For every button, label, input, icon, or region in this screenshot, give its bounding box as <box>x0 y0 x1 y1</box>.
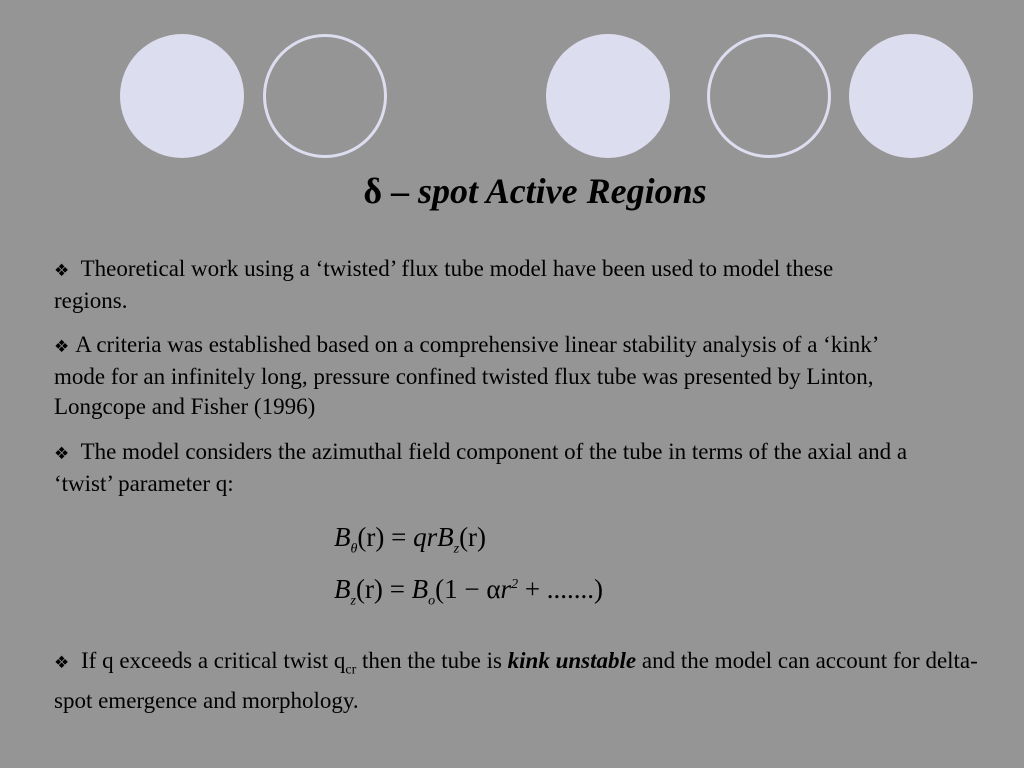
bullet-1 <box>54 254 894 316</box>
bullet-icon: ❖ <box>54 444 70 464</box>
kink-unstable-emphasis: kink unstable <box>507 648 637 673</box>
decor-circle-4 <box>707 34 831 158</box>
title-text: spot Active Regions <box>418 171 707 211</box>
equation-1: $B_\theta(r) = qrB_z(r)$ <box>334 522 487 557</box>
bullet-4: ❖ If q exceeds a critical twist $q_{cr}$ then the tube is kink unstable and the model can account for delta-spot emergence and morphology. <box>54 648 978 713</box>
title-symbol: δ – <box>363 171 419 211</box>
equation-2: $B_z(r) = B_o(1 - \alpha r^2$ + .......) <box>334 574 604 609</box>
bullet-3 <box>54 437 924 499</box>
bullet-2-text: A criteria was established based on a comprehensive linear stability analysis of a ‘kink’ mode for an infinitely long, pressure confined twisted flux tube was presented by Linton, Longcope and Fisher (1996) <box>54 332 878 419</box>
bullet-icon: ❖ <box>54 337 70 357</box>
bullet-3-text: The model considers the azimuthal field component of the tube in terms of the axial and a ‘twist’ parameter q: <box>54 439 908 496</box>
slide-title <box>0 170 1024 212</box>
decor-circle-3 <box>546 34 670 158</box>
decor-circle-1 <box>120 34 244 158</box>
decor-circle-2 <box>263 34 387 158</box>
bullet-icon: ❖ <box>54 653 70 673</box>
decor-circle-5 <box>849 34 973 158</box>
bullet-1-text: Theoretical work using a ‘twisted’ flux tube model have been used to model these regions. <box>54 256 834 313</box>
bullet-2 <box>54 330 894 422</box>
bullet-icon: ❖ <box>54 261 70 281</box>
